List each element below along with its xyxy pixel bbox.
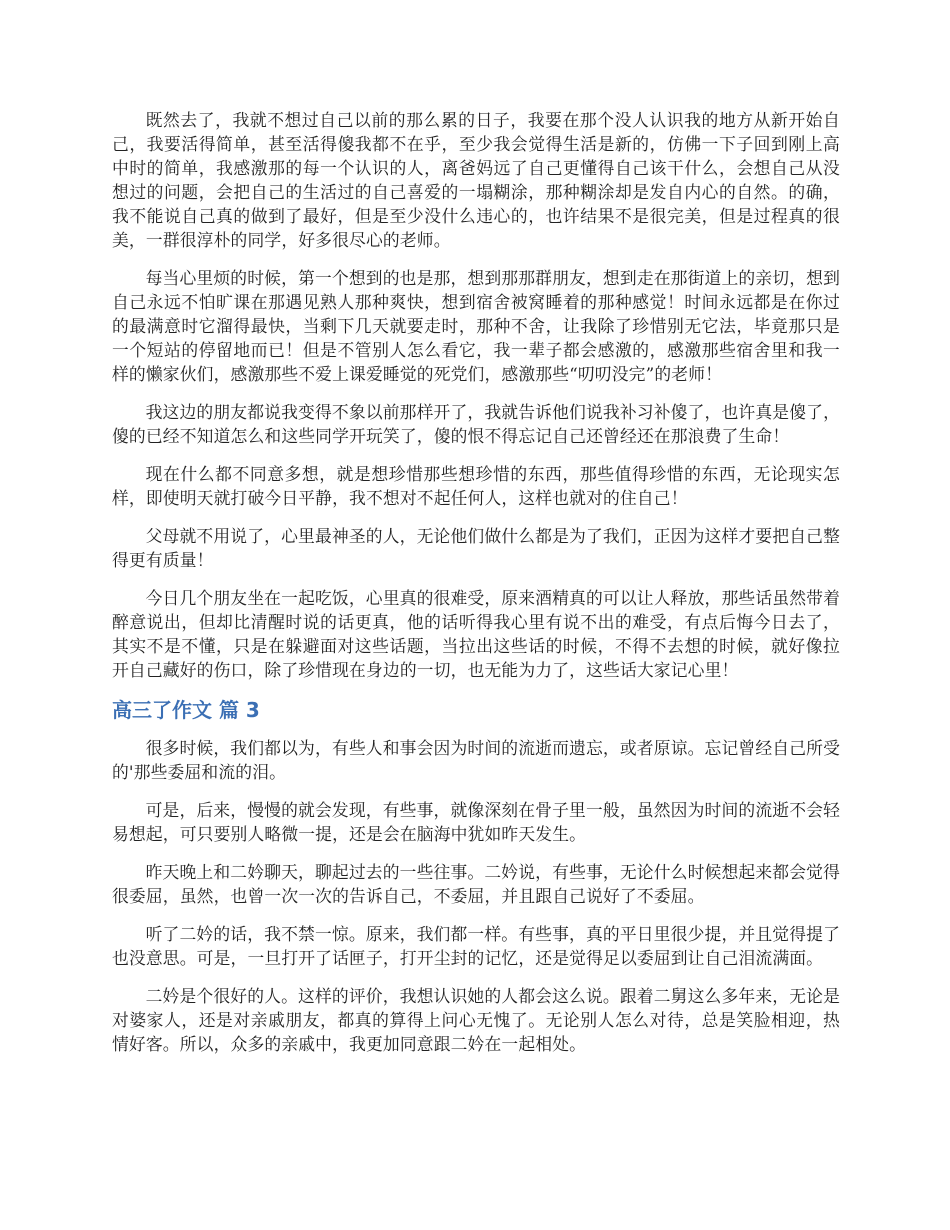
paragraph: 二妗是个很好的人。这样的评价，我想认识她的人都会这么说。跟着二舅这么多年来，无论是对婆家人，还是对亲戚朋友，都真的算得上问心无愧了。无论别人怎么对待，总是笑脸相迎，热情好客。所以，众多的亲戚中，我更加同意跟二妗在一起相处。 (112, 986, 840, 1054)
paragraph: 今日几个朋友坐在一起吃饭，心里真的很难受，原来酒精真的可以让人释放，那些话虽然带着醉意说出，但却比清醒时说的话更真，他的话听得我心里有说不出的难受，有点后悔今日去了，其实不是不懂，只是在躲避面对这些话题，当拉出这些话的时候，不得不去想的时候，就好像拉开自己藏好的伤口，除了珍惜现在身边的一切，也无能为力了，这些话大家记心里！ (112, 588, 840, 680)
paragraph: 昨天晚上和二妗聊天，聊起过去的一些往事。二妗说，有些事，无论什么时候想起来都会觉得很委屈，虽然，也曾一次一次的告诉自己，不委屈，并且跟自己说好了不委屈。 (112, 862, 840, 906)
paragraph: 现在什么都不同意多想，就是想珍惜那些想珍惜的东西，那些值得珍惜的东西，无论现实怎样，即使明天就打破今日平静，我不想对不起任何人，这样也就对的住自己！ (112, 464, 840, 508)
document-page (112, 108, 840, 1070)
section-heading: 高三了作文 篇 3 (112, 698, 260, 722)
paragraph: 可是，后来，慢慢的就会发现，有些事，就像深刻在骨子里一般，虽然因为时间的流逝不会轻易想起，可只要别人略微一提，还是会在脑海中犹如昨天发生。 (112, 800, 840, 844)
paragraph: 很多时候，我们都以为，有些人和事会因为时间的流逝而遗忘，或者原谅。忘记曾经自己所受的'那些委屈和流的泪。 (112, 738, 840, 782)
paragraph: 每当心里烦的时候，第一个想到的也是那，想到那那群朋友，想到走在那街道上的亲切，想到自己永远不怕旷课在那遇见熟人那种爽快，想到宿舍被窝睡着的那种感觉！时间永远都是在你过的最满意时它溜得最快，当剩下几天就要走时，那种不舍，让我除了珍惜别无它法，毕竟那只是一个短站的停留地而已！但是不管别人怎么看它，我一辈子都会感激的，感激那些宿舍里和我一样的懒家伙们，感激那些不爱上课爱睡觉的死党们，感激那些“叨叨没完”的老师！ (112, 268, 840, 384)
paragraph: 既然去了，我就不想过自己以前的那么累的日子，我要在那个没人认识我的地方从新开始自己，我要活得简单，甚至活得傻我都不在乎，至少我会觉得生活是新的，仿佛一下子回到刚上高中时的简单，我感激那的每一个认识的人，离爸妈远了自己更懂得自己该干什么，会想自己从没想过的问题，会把自己的生活过的自己喜爱的一塌糊涂，那种糊涂却是发自内心的自然。的确，我不能说自己真的做到了最好，但是至少没什么违心的，也许结果不是很完美，但是过程真的很美，一群很淳朴的同学，好多很尽心的老师。 (112, 110, 840, 250)
paragraph: 父母就不用说了，心里最神圣的人，无论他们做什么都是为了我们，正因为这样才要把自己整得更有质量！ (112, 526, 840, 570)
paragraph: 听了二妗的话，我不禁一惊。原来，我们都一样。有些事，真的平日里很少提，并且觉得提了也没意思。可是，一旦打开了话匣子，打开尘封的记忆，还是觉得足以委屈到让自己泪流满面。 (112, 924, 840, 968)
paragraph: 我这边的朋友都说我变得不象以前那样开了，我就告诉他们说我补习补傻了，也许真是傻了，傻的已经不知道怎么和这些同学开玩笑了，傻的恨不得忘记自己还曾经还在那浪费了生命！ (112, 402, 840, 446)
